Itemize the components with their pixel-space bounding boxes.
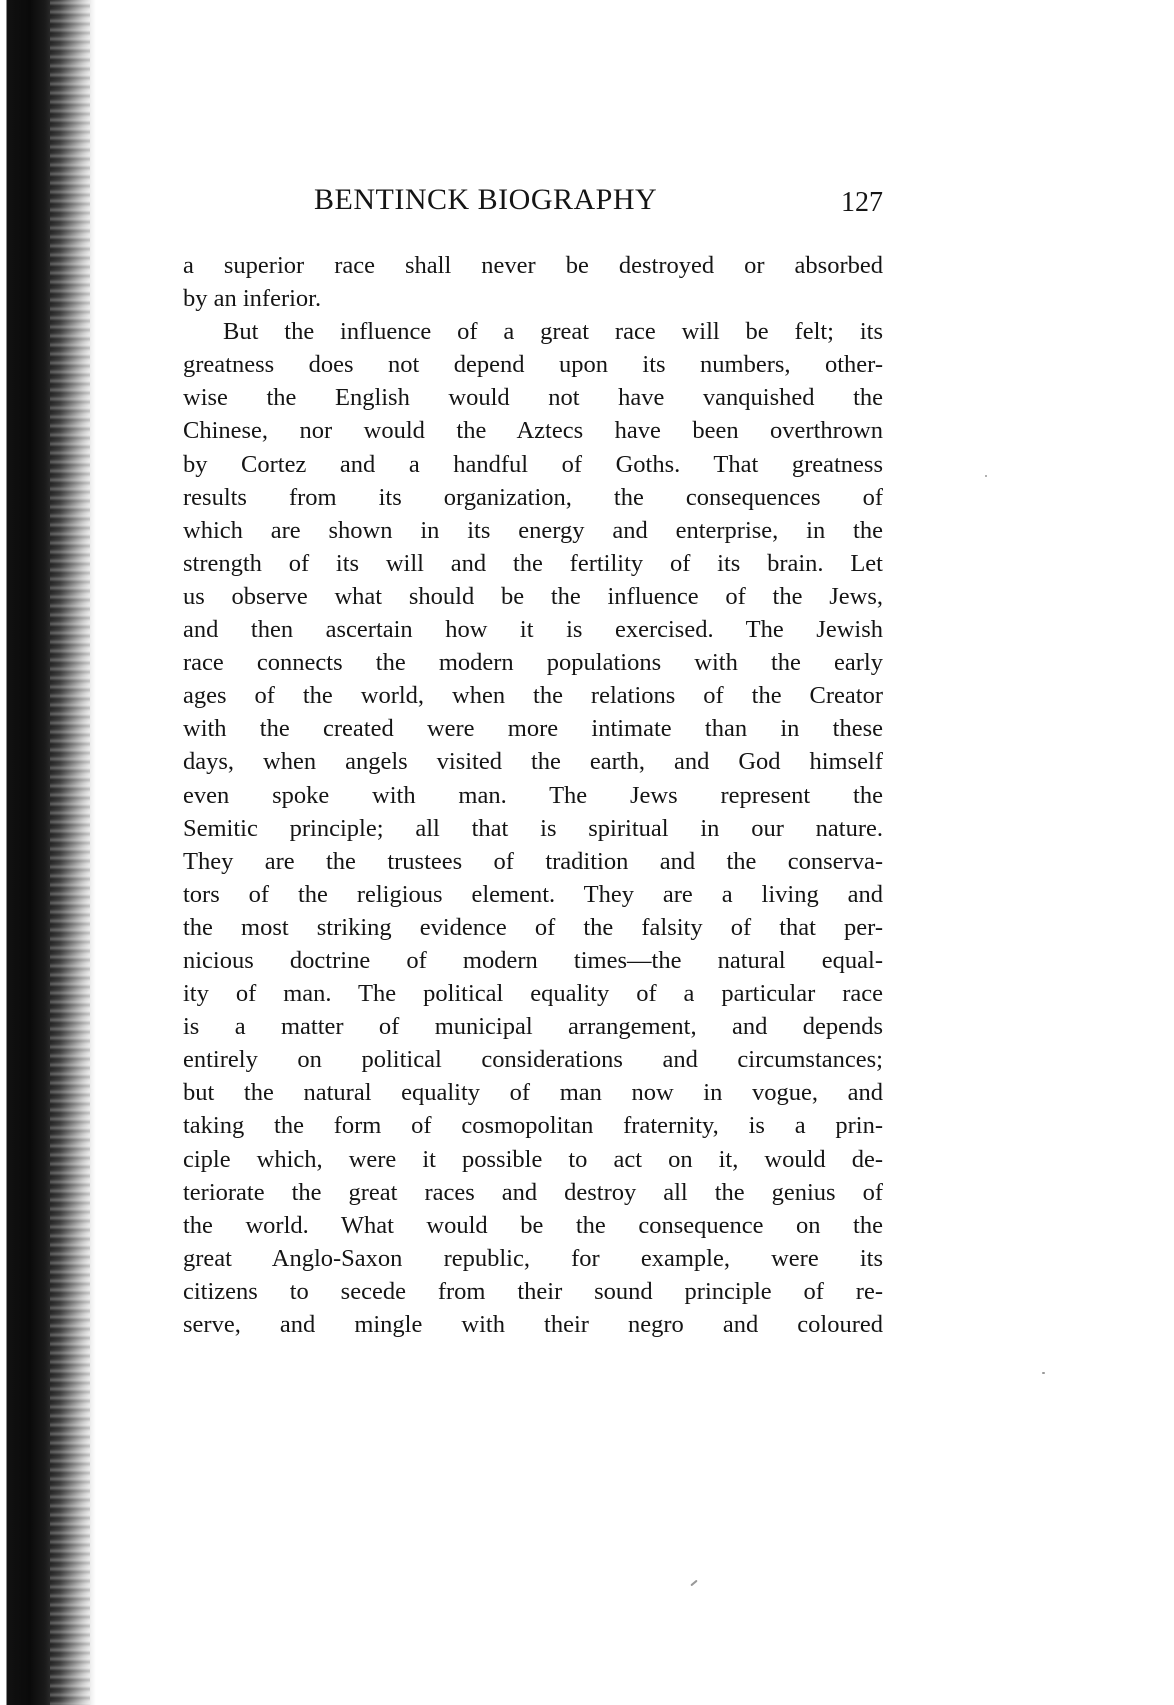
text-line: a superior race shall never be destroyed or absorbed bbox=[183, 252, 883, 279]
text-line: wise the English would not have vanquished the bbox=[183, 384, 883, 412]
text-line: taking the form of cosmopolitan fraternity, is a prin- bbox=[183, 1112, 883, 1140]
text-line: entirely on political considerations and circumstances; bbox=[183, 1046, 883, 1074]
page-header bbox=[183, 183, 883, 223]
text-line: but the natural equality of man now in vogue, and bbox=[183, 1079, 883, 1107]
text-line: with the created were more intimate than in these bbox=[183, 715, 883, 743]
text-line: us observe what should be the influence of the Jews, bbox=[183, 582, 883, 610]
text-line: citizens to secede from their sound principle of re- bbox=[183, 1277, 883, 1305]
text-line: teriorate the great races and destroy all the genius of bbox=[183, 1178, 883, 1206]
text-line: Semitic principle; all that is spiritual in our nature. bbox=[183, 814, 883, 842]
running-title: BENTINCK BIOGRAPHY bbox=[314, 183, 658, 216]
text-line: results from its organization, the consequences of bbox=[183, 483, 883, 511]
text-line: the world. What would be the consequence on the bbox=[183, 1211, 883, 1239]
text-line: even spoke with man. The Jews represent the bbox=[183, 781, 883, 809]
text-line: race connects the modern populations with the early bbox=[183, 649, 883, 677]
text-line: But the influence of a great race will be felt; its bbox=[223, 318, 883, 346]
scan-speck bbox=[1042, 1372, 1045, 1374]
scan-speck bbox=[985, 475, 987, 477]
text-line: They are the trustees of tradition and the conserva- bbox=[183, 847, 883, 875]
text-line: serve, and mingle with their negro and coloured bbox=[183, 1311, 883, 1338]
text-line: days, when angels visited the earth, and God himself bbox=[183, 748, 883, 776]
text-line: great Anglo-Saxon republic, for example, were its bbox=[183, 1244, 883, 1272]
text-line: strength of its will and the fertility of its brain. Let bbox=[183, 549, 883, 577]
text-line: ciple which, were it possible to act on it, would de- bbox=[183, 1145, 883, 1173]
text-line: and then ascertain how it is exercised. The Jewish bbox=[183, 616, 883, 644]
scan-speck bbox=[690, 1580, 697, 1587]
text-line: tors of the religious element. They are a living and bbox=[183, 880, 883, 908]
page-number: 127 bbox=[841, 187, 883, 218]
text-line: is a matter of municipal arrangement, and depends bbox=[183, 1013, 883, 1041]
text-line: the most striking evidence of the falsity of that per- bbox=[183, 913, 883, 941]
text-line: ages of the world, when the relations of the Creator bbox=[183, 682, 883, 710]
text-line: by an inferior. bbox=[183, 285, 322, 313]
text-line: greatness does not depend upon its numbers, other- bbox=[183, 351, 883, 379]
body-text bbox=[183, 249, 883, 1341]
book-binding-edge bbox=[0, 0, 96, 1705]
text-line: nicious doctrine of modern times—the natural equal- bbox=[183, 946, 883, 974]
text-line: which are shown in its energy and enterprise, in the bbox=[183, 516, 883, 544]
text-line: by Cortez and a handful of Goths. That greatness bbox=[183, 450, 883, 478]
text-line: ity of man. The political equality of a particular race bbox=[183, 980, 883, 1008]
text-line: Chinese, nor would the Aztecs have been overthrown bbox=[183, 417, 883, 445]
